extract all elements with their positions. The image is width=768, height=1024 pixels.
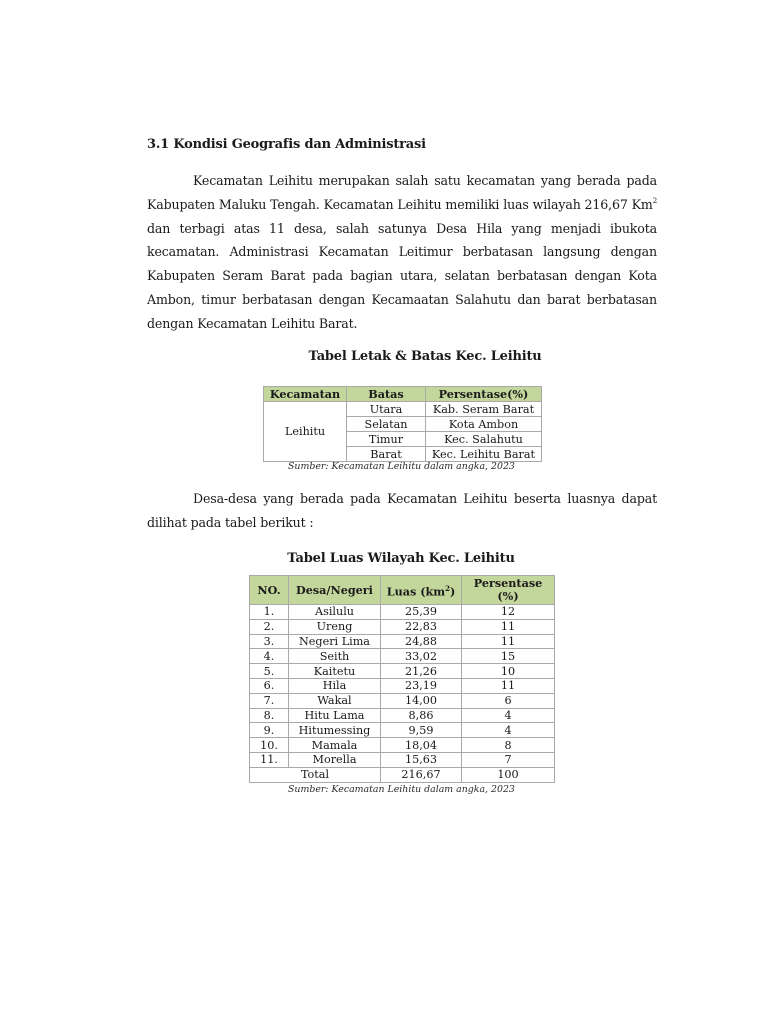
paragraph-text-part2: dan terbagi atas 11 desa, salah satunya Desa Hila yang menjadi ibukota kecamatan. Administrasi Kecamatan Leitimur berbatasan langsung dengan Kabupaten Seram Barat pada bagian utara, selatan berbatasan dengan Kota Ambon, timur berbatasan dengan Kecamaatan Salahutu dan barat berbatasan dengan Kecamatan Leihitu Barat. — [147, 220, 657, 331]
cell-no: 3. — [250, 634, 289, 649]
cell-luas: 23,19 — [381, 678, 462, 693]
cell-luas: 33,02 — [381, 649, 462, 664]
table-row — [250, 619, 555, 634]
cell-kecamatan: Leihitu — [264, 402, 347, 462]
table-row — [264, 402, 542, 417]
cell-no: 8. — [250, 708, 289, 723]
cell-desa: Hila — [289, 678, 381, 693]
cell-desa: Mamala — [289, 738, 381, 753]
cell-luas: 24,88 — [381, 634, 462, 649]
paragraph-geography — [147, 169, 657, 336]
header-persentase: Persentase(%) — [426, 387, 542, 402]
table1-caption-text: Tabel Letak & Batas Kec. Leihitu — [308, 349, 542, 364]
table-total-row — [250, 767, 555, 782]
table2-source: Sumber: Kecamatan Leihitu dalam angka, 2023 — [288, 784, 515, 795]
table-row — [250, 634, 555, 649]
cell-nilai: Kab. Seram Barat — [426, 402, 542, 417]
header-luas — [381, 576, 462, 605]
table-row — [250, 664, 555, 679]
area-table — [249, 575, 555, 783]
table-row — [250, 723, 555, 738]
cell-nilai: Kec. Leihitu Barat — [426, 447, 542, 462]
cell-no: 5. — [250, 664, 289, 679]
table-row — [250, 605, 555, 620]
cell-no: 1. — [250, 605, 289, 620]
table-row — [250, 693, 555, 708]
header-luas-sup: 2 — [445, 583, 450, 593]
area-table-body — [250, 605, 555, 783]
paragraph-text-part1: Kecamatan Leihitu merupakan salah satu kecamatan yang berada pada Kabupaten Maluku Tengah. Kecamatan Leihitu memiliki luas wilayah 216,67 Km — [147, 173, 657, 212]
cell-persen: 15 — [462, 649, 555, 664]
cell-no: 11. — [250, 752, 289, 767]
cell-persen: 12 — [462, 605, 555, 620]
cell-total-persen: 100 — [462, 767, 555, 782]
cell-desa: Hitu Lama — [289, 708, 381, 723]
boundary-table — [263, 386, 542, 462]
cell-desa: Wakal — [289, 693, 381, 708]
cell-total-luas: 216,67 — [381, 767, 462, 782]
header-luas-text: Luas (km — [386, 584, 446, 599]
table1-source: Sumber: Kecamatan Leihitu dalam angka, 2023 — [288, 461, 515, 472]
cell-no: 2. — [250, 619, 289, 634]
table-row — [250, 708, 555, 723]
cell-desa: Seith — [289, 649, 381, 664]
table1-caption — [0, 349, 768, 364]
cell-persen: 4 — [462, 723, 555, 738]
cell-desa: Asilulu — [289, 605, 381, 620]
cell-persen: 8 — [462, 738, 555, 753]
cell-desa: Negeri Lima — [289, 634, 381, 649]
cell-luas: 9,59 — [381, 723, 462, 738]
cell-desa: Hitumessing — [289, 723, 381, 738]
table-header-row — [264, 387, 542, 402]
paragraph-text: Desa-desa yang berada pada Kecamatan Leihitu beserta luasnya dapat dilihat pada tabel berikut : — [147, 491, 657, 530]
superscript-2: 2 — [652, 196, 657, 205]
cell-desa: Kaitetu — [289, 664, 381, 679]
cell-desa: Ureng — [289, 619, 381, 634]
cell-desa: Morella — [289, 752, 381, 767]
cell-luas: 15,63 — [381, 752, 462, 767]
table-row — [250, 678, 555, 693]
cell-batas: Barat — [347, 447, 426, 462]
cell-luas: 22,83 — [381, 619, 462, 634]
cell-luas: 21,26 — [381, 664, 462, 679]
cell-persen: 11 — [462, 619, 555, 634]
cell-persen: 6 — [462, 693, 555, 708]
cell-batas: Utara — [347, 402, 426, 417]
cell-nilai: Kec. Salahutu — [426, 432, 542, 447]
cell-persen: 4 — [462, 708, 555, 723]
section-heading: 3.1 Kondisi Geografis dan Administrasi — [147, 137, 426, 152]
table-row — [250, 649, 555, 664]
cell-no: 10. — [250, 738, 289, 753]
cell-luas: 18,04 — [381, 738, 462, 753]
paragraph-villages-intro — [147, 487, 657, 535]
cell-luas: 25,39 — [381, 605, 462, 620]
header-desa: Desa/Negeri — [289, 576, 381, 605]
cell-no: 9. — [250, 723, 289, 738]
cell-persen: 7 — [462, 752, 555, 767]
cell-persen: 11 — [462, 634, 555, 649]
cell-batas: Selatan — [347, 417, 426, 432]
cell-nilai: Kota Ambon — [426, 417, 542, 432]
table-row — [250, 752, 555, 767]
cell-batas: Timur — [347, 432, 426, 447]
header-no: NO. — [250, 576, 289, 605]
table-row — [250, 738, 555, 753]
header-luas-close: ) — [449, 584, 456, 599]
cell-persen: 11 — [462, 678, 555, 693]
cell-luas: 14,00 — [381, 693, 462, 708]
header-batas: Batas — [347, 387, 426, 402]
cell-no: 6. — [250, 678, 289, 693]
header-kecamatan: Kecamatan — [264, 387, 347, 402]
table2-caption — [0, 551, 768, 566]
cell-no: 7. — [250, 693, 289, 708]
header-persentase: Persentase(%) — [462, 576, 555, 605]
table2-caption-text: Tabel Luas Wilayah Kec. Leihitu — [287, 551, 515, 566]
cell-luas: 8,86 — [381, 708, 462, 723]
cell-persen: 10 — [462, 664, 555, 679]
cell-total-label: Total — [250, 767, 381, 782]
table-header-row — [250, 576, 555, 605]
cell-no: 4. — [250, 649, 289, 664]
